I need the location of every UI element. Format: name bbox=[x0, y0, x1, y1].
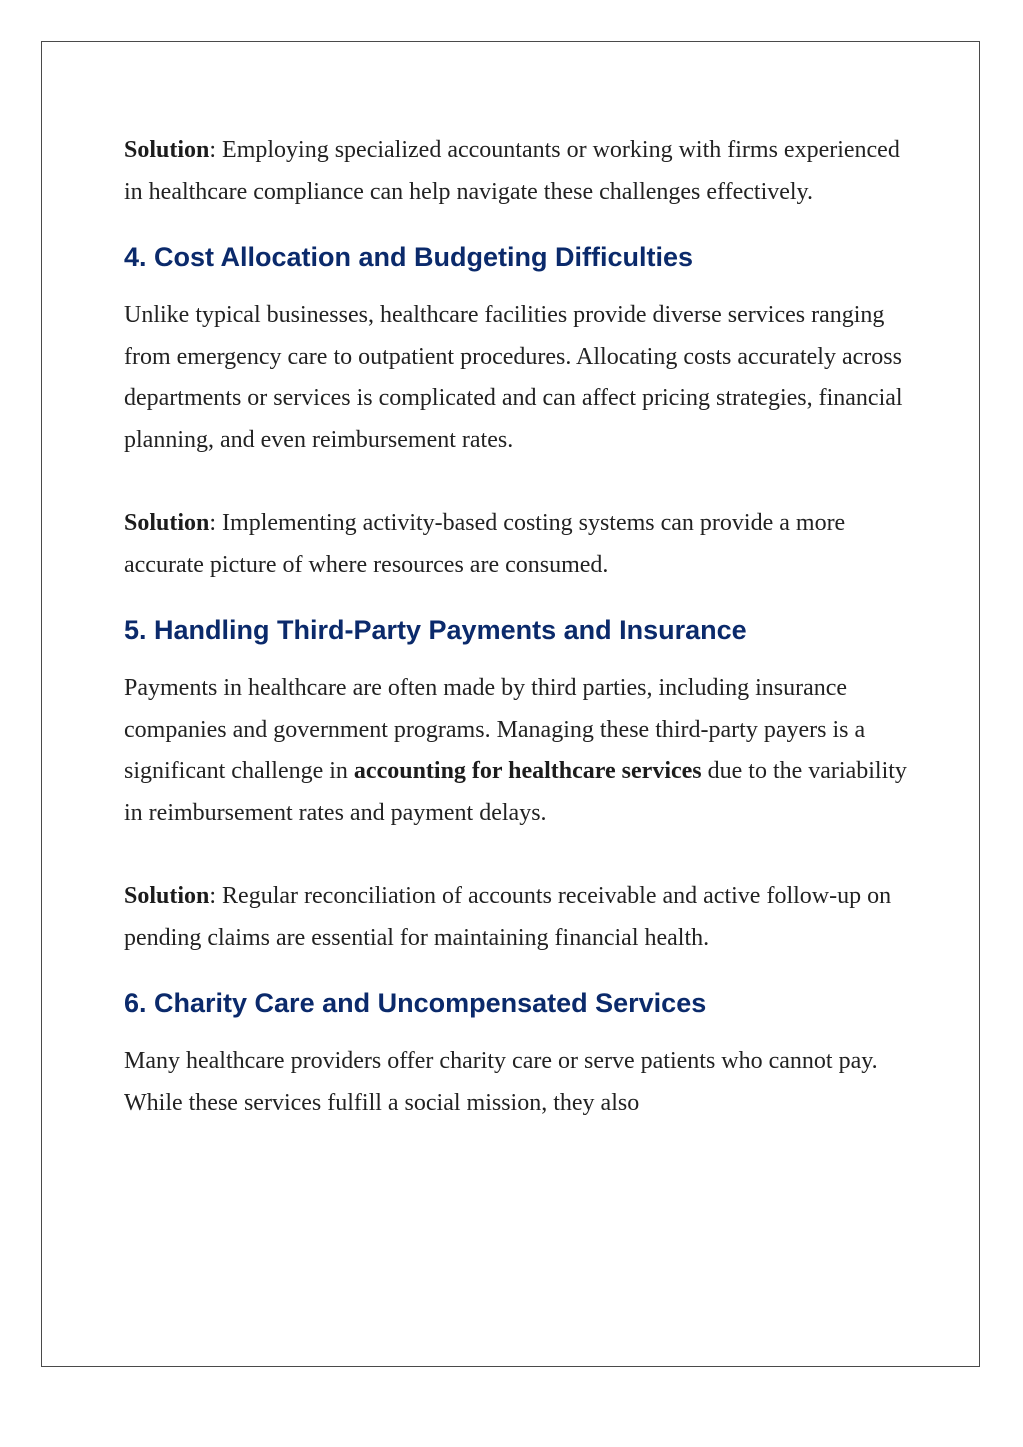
body-bold-text: accounting for healthcare services bbox=[353, 758, 702, 784]
section-heading: 4. Cost Allocation and Budgeting Difficulties bbox=[124, 242, 694, 272]
solution-paragraph bbox=[124, 130, 914, 213]
document-page bbox=[41, 41, 980, 1367]
section-body: Unlike typical businesses, healthcare facilities provide diverse services ranging from emergency care to outpatient procedures. Allocating costs accurately across departments or services is complicated and can affect pricing strategies, financial planning, and even reimbursement rates. bbox=[124, 302, 903, 453]
solution-text: : Regular reconciliation of accounts receivable and active follow-up on pending claims are essential for maintaining financial health. bbox=[124, 883, 892, 951]
section-body bbox=[124, 668, 914, 834]
body-text: due to the variability in reimbursement rates and payment delays. bbox=[124, 758, 907, 826]
solution-paragraph bbox=[124, 503, 914, 586]
section-heading: 6. Charity Care and Uncompensated Services bbox=[124, 988, 707, 1018]
solution-text: : Implementing activity-based costing systems can provide a more accurate picture of where resources are consumed. bbox=[124, 510, 846, 578]
solution-label: Solution bbox=[124, 137, 210, 163]
section-body: Many healthcare providers offer charity care or serve patients who cannot pay. While these services fulfill a social mission, they also bbox=[124, 1048, 878, 1116]
solution-label: Solution bbox=[124, 510, 210, 536]
page-content bbox=[124, 130, 914, 1124]
section-heading: 5. Handling Third-Party Payments and Insurance bbox=[124, 615, 747, 645]
solution-label: Solution bbox=[124, 883, 210, 909]
solution-paragraph bbox=[124, 876, 914, 959]
solution-text: : Employing specialized accountants or working with firms experienced in healthcare compliance can help navigate these challenges effectively. bbox=[124, 137, 900, 205]
body-text: Payments in healthcare are often made by third parties, including insurance companies and government programs. Managing these third-party payers is a significant challenge in bbox=[124, 675, 866, 784]
